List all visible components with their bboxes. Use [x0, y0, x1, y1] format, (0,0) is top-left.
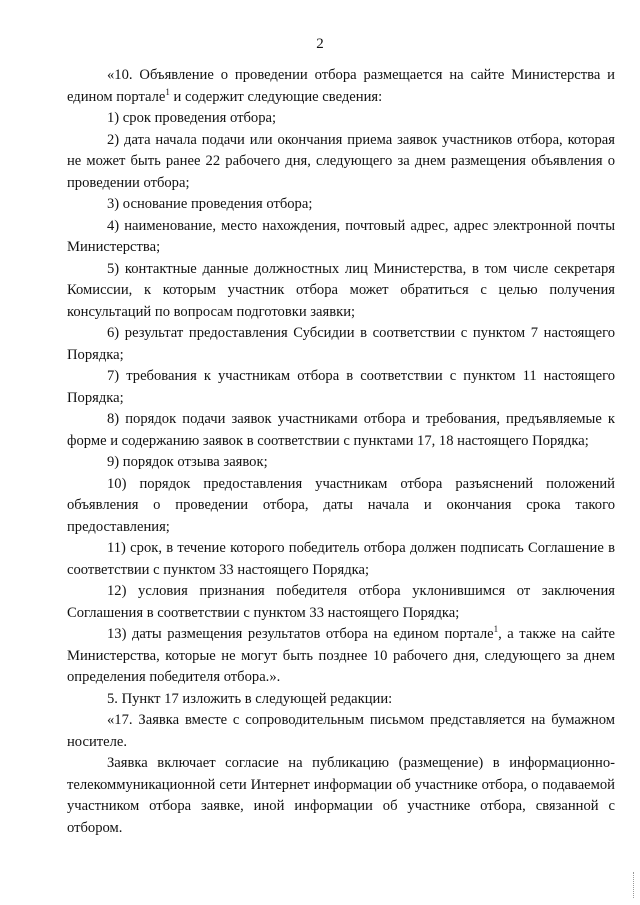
document-body [67, 65, 615, 839]
list-item-6: 6) результат предоставления Субсидии в соответствии с пунктом 7 настоящего Порядка; [67, 325, 615, 363]
list-item-5: 5) контактные данные должностных лиц Министерства, в том числе секретаря Комиссии, к которым участник отбора может обратиться с целью получения консультаций по вопросам подготовки заявки; [67, 260, 615, 320]
paragraph-text: 13) даты размещения результатов отбора на едином портале [107, 626, 494, 642]
paragraph-text: «10. Объявление о проведении отбора размещается на сайте Министерства и едином портале [67, 67, 615, 105]
list-item-11: 11) срок, в течение которого победитель отбора должен подписать Соглашение в соответствии с пунктом 33 настоящего Порядка; [67, 540, 615, 578]
amendment-point-5: 5. Пункт 17 изложить в следующей редакции: [107, 690, 393, 707]
list-item-10: 10) порядок предоставления участникам отбора разъяснений положений объявления о проведении отбора, даты начала и окончания срока такого предоставления; [67, 475, 615, 535]
list-item-8: 8) порядок подачи заявок участниками отбора и требования, предъявляемые к форме и содержанию заявок в соответствии с пунктами 17, 18 настоящего Порядка; [67, 411, 615, 449]
paragraph-text: и содержит следующие сведения: [169, 88, 383, 105]
list-item-4: 4) наименование, место нахождения, почтовый адрес, адрес электронной почты Министерства; [67, 217, 615, 255]
list-item-3: 3) основание проведения отбора; [107, 196, 313, 212]
list-item-9: 9) порядок отзыва заявок; [107, 454, 268, 470]
page-number: 2 [316, 36, 324, 52]
paragraph-consent: Заявка включает согласие на публикацию (размещение) в информационно-телекоммуникационной сети Интернет информации об участнике отбора, о подаваемой участником отбора заявке, иной информации об участнике отбора, связанной с отбором. [67, 755, 615, 836]
paragraph-item-10 [67, 65, 615, 108]
list-item-7: 7) требования к участникам отбора в соответствии с пунктом 11 настоящего Порядка; [67, 368, 615, 406]
list-item-12: 12) условия признания победителя отбора уклонившимся от заключения Соглашения в соответствии с пунктом 33 настоящего Порядка; [67, 583, 615, 621]
list-item-13 [67, 624, 615, 689]
paragraph-text: , а также на сайте Министерства, которые не могут быть позднее 10 рабочего дня, следующего за днем определения победителя отбора.». [67, 626, 615, 685]
list-item-1: 1) срок проведения отбора; [107, 110, 277, 126]
list-item-2: 2) дата начала подачи или окончания приема заявок участников отбора, которая не может быть ранее 22 рабочего дня, следующего за днем размещения объявления о проведении отбора; [67, 131, 615, 191]
footnote-marker: 1 [165, 86, 170, 97]
scan-edge-mark [632, 872, 634, 898]
paragraph-item-17: «17. Заявка вместе с сопроводительным письмом представляется на бумажном носителе. [67, 712, 615, 750]
footnote-marker: 1 [493, 624, 499, 634]
